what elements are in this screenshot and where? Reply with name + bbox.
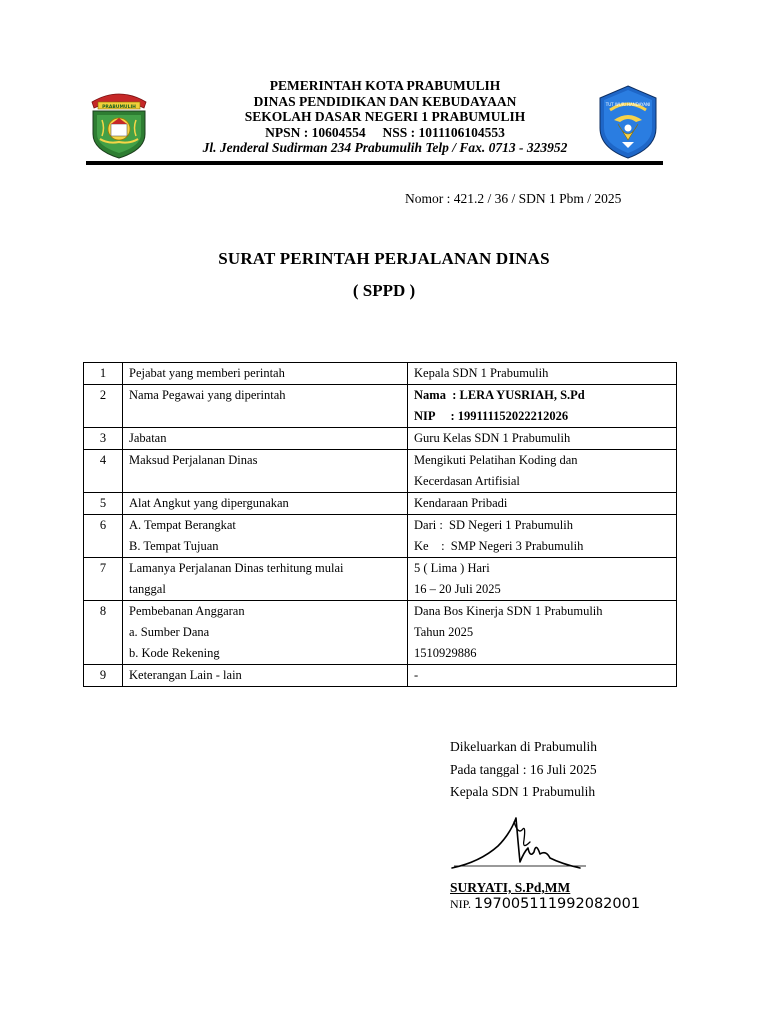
nss-text: NSS : 1011106104553	[382, 124, 505, 140]
table-row	[84, 558, 677, 601]
table-row	[84, 515, 677, 558]
row-number: 8	[84, 601, 123, 665]
row-number: 3	[84, 428, 123, 450]
row-number: 5	[84, 493, 123, 515]
row-label	[123, 601, 408, 665]
row-value-line: Dana Bos Kinerja SDN 1 Prabumulih	[414, 604, 603, 618]
row-value-line: 5 ( Lima ) Hari	[414, 561, 490, 575]
nip-label: NIP.	[450, 897, 472, 911]
row-value	[408, 493, 677, 515]
tut-wuri-handayani-logo	[596, 84, 660, 160]
document-title: SURAT PERINTAH PERJALANAN DINAS	[218, 249, 550, 268]
row-number: 6	[84, 515, 123, 558]
row-value-line: Guru Kelas SDN 1 Prabumulih	[414, 431, 571, 445]
row-label-line: Nama Pegawai yang diperintah	[129, 388, 286, 402]
svg-text:PRABUMULIH: PRABUMULIH	[102, 105, 136, 110]
row-label-line: Maksud Perjalanan Dinas	[129, 453, 258, 467]
row-label-line: Alat Angkut yang dipergunakan	[129, 496, 289, 510]
row-value-line: Tahun 2025	[414, 625, 474, 639]
row-value	[408, 665, 677, 687]
row-value	[408, 385, 677, 428]
svg-text:TUT WURI HANDAYANI: TUT WURI HANDAYANI	[605, 102, 651, 107]
row-value-line: 1510929886	[414, 646, 477, 660]
letterhead-line-2: DINAS PENDIDIKAN DAN KEBUDAYAAN	[253, 93, 517, 109]
letterhead	[150, 78, 620, 156]
nip-value: 197005111992082001	[474, 896, 641, 912]
signer-nip	[450, 896, 640, 912]
row-value	[408, 363, 677, 385]
row-number: 1	[84, 363, 123, 385]
row-value-line: Dari : SD Negeri 1 Prabumulih	[414, 518, 574, 532]
table-row	[84, 363, 677, 385]
table-row	[84, 601, 677, 665]
npsn-text: NPSN : 10604554	[265, 124, 366, 140]
row-number: 4	[84, 450, 123, 493]
row-number: 9	[84, 665, 123, 687]
row-label-line: Jabatan	[129, 431, 167, 445]
row-label-line: tanggal	[129, 582, 166, 596]
letter-number: Nomor : 421.2 / 36 / SDN 1 Pbm / 2025	[405, 191, 622, 206]
row-value	[408, 428, 677, 450]
row-label-line: a. Sumber Dana	[129, 625, 210, 639]
row-label	[123, 450, 408, 493]
row-value-line: 16 – 20 Juli 2025	[414, 582, 501, 596]
row-label	[123, 385, 408, 428]
table-row	[84, 665, 677, 687]
table-row	[84, 450, 677, 493]
row-label-line: B. Tempat Tujuan	[129, 539, 219, 553]
city-emblem-logo	[88, 84, 150, 160]
row-label-line: Keterangan Lain - lain	[129, 668, 242, 682]
handwritten-signature	[450, 812, 590, 876]
signature-block	[450, 736, 597, 804]
employee-name: Nama : LERA YUSRIAH, S.Pd	[414, 388, 585, 402]
row-number: 2	[84, 385, 123, 428]
row-label	[123, 428, 408, 450]
signer-position: Kepala SDN 1 Prabumulih	[450, 784, 596, 799]
table-row	[84, 428, 677, 450]
row-label	[123, 665, 408, 687]
row-label-line: Pejabat yang memberi perintah	[129, 366, 285, 380]
row-label	[123, 493, 408, 515]
row-label-line: Pembebanan Anggaran	[129, 604, 245, 618]
letterhead-address: Jl. Jenderal Sudirman 234 Prabumulih Telp / Fax. 0713 - 323952	[202, 140, 568, 155]
row-label-line: b. Kode Rekening	[129, 646, 220, 660]
row-value-line: Kendaraan Pribadi	[414, 496, 508, 510]
row-value	[408, 515, 677, 558]
table-row	[84, 493, 677, 515]
letterhead-ids	[150, 125, 620, 141]
row-label-line: Lamanya Perjalanan Dinas terhitung mulai	[129, 561, 344, 575]
table-row	[84, 385, 677, 428]
sppd-table	[83, 362, 677, 687]
issued-date: Pada tanggal : 16 Juli 2025	[450, 761, 597, 777]
row-value	[408, 601, 677, 665]
row-value	[408, 558, 677, 601]
row-label	[123, 558, 408, 601]
letterhead-divider	[86, 161, 663, 165]
row-number: 7	[84, 558, 123, 601]
letterhead-line-3: SEKOLAH DASAR NEGERI 1 PRABUMULIH	[244, 109, 526, 124]
issued-place: Dikeluarkan di Prabumulih	[450, 739, 597, 754]
row-label	[123, 363, 408, 385]
row-value-line: Kecerdasan Artifisial	[414, 474, 520, 488]
row-value-line: Mengikuti Pelatihan Koding dan	[414, 453, 578, 467]
signer-name: SURYATI, S.Pd,MM	[450, 880, 571, 895]
row-value-line: Kepala SDN 1 Prabumulih	[414, 366, 549, 380]
letterhead-line-1: PEMERINTAH KOTA PRABUMULIH	[269, 78, 501, 93]
employee-nip: NIP : 199111152022212026	[414, 409, 569, 423]
row-label-line: A. Tempat Berangkat	[129, 518, 236, 532]
row-value-line: -	[414, 668, 419, 682]
document-subtitle: ( SPPD )	[352, 281, 416, 300]
row-label	[123, 515, 408, 558]
row-value	[408, 450, 677, 493]
row-value-line: Ke : SMP Negeri 3 Prabumulih	[414, 539, 584, 553]
